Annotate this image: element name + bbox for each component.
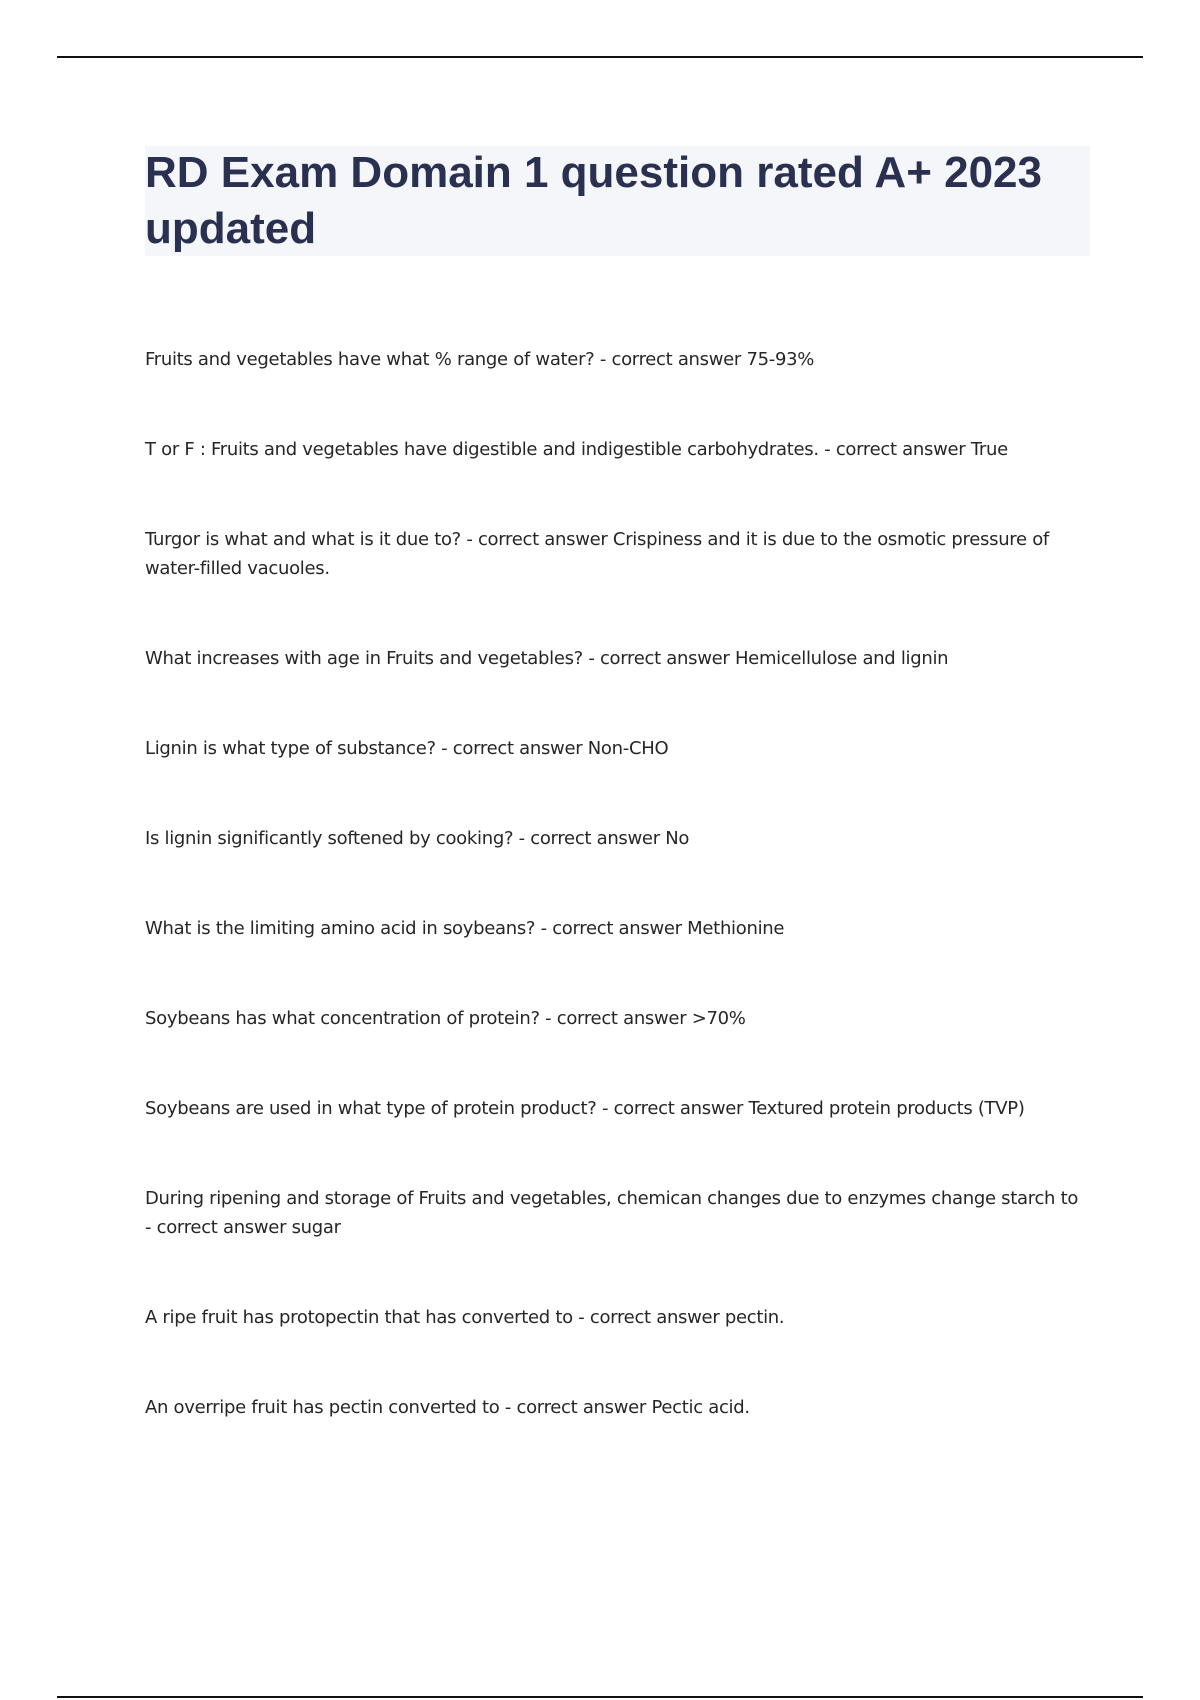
qa-item: What increases with age in Fruits and vegetables? - correct answer Hemicellulose and lignin (145, 648, 949, 669)
qa-list (145, 345, 1085, 1422)
qa-item: Lignin is what type of substance? - correct answer Non-CHO (145, 738, 669, 759)
qa-item: During ripening and storage of Fruits and vegetables, chemican changes due to enzymes change starch to - correct answer sugar (145, 1188, 1079, 1238)
qa-item: Soybeans are used in what type of protein product? - correct answer Textured protein products (TVP) (145, 1098, 1025, 1119)
qa-item: Is lignin significantly softened by cooking? - correct answer No (145, 828, 690, 849)
title-box (145, 146, 1090, 256)
qa-item: An overripe fruit has pectin converted to - correct answer Pectic acid. (145, 1397, 750, 1418)
top-rule (57, 56, 1143, 58)
qa-item: A ripe fruit has protopectin that has converted to - correct answer pectin. (145, 1307, 785, 1328)
document-title: RD Exam Domain 1 question rated A+ 2023 updated (145, 148, 1042, 253)
qa-item: T or F : Fruits and vegetables have digestible and indigestible carbohydrates. - correct answer True (145, 439, 1008, 460)
qa-item: Fruits and vegetables have what % range of water? - correct answer 75-93% (145, 349, 815, 370)
bottom-rule (57, 1696, 1143, 1698)
qa-item: Turgor is what and what is it due to? - correct answer Crispiness and it is due to the osmotic pressure of water-filled vacuoles. (145, 529, 1049, 579)
qa-item: Soybeans has what concentration of protein? - correct answer >70% (145, 1008, 746, 1029)
qa-item: What is the limiting amino acid in soybeans? - correct answer Methionine (145, 918, 785, 939)
